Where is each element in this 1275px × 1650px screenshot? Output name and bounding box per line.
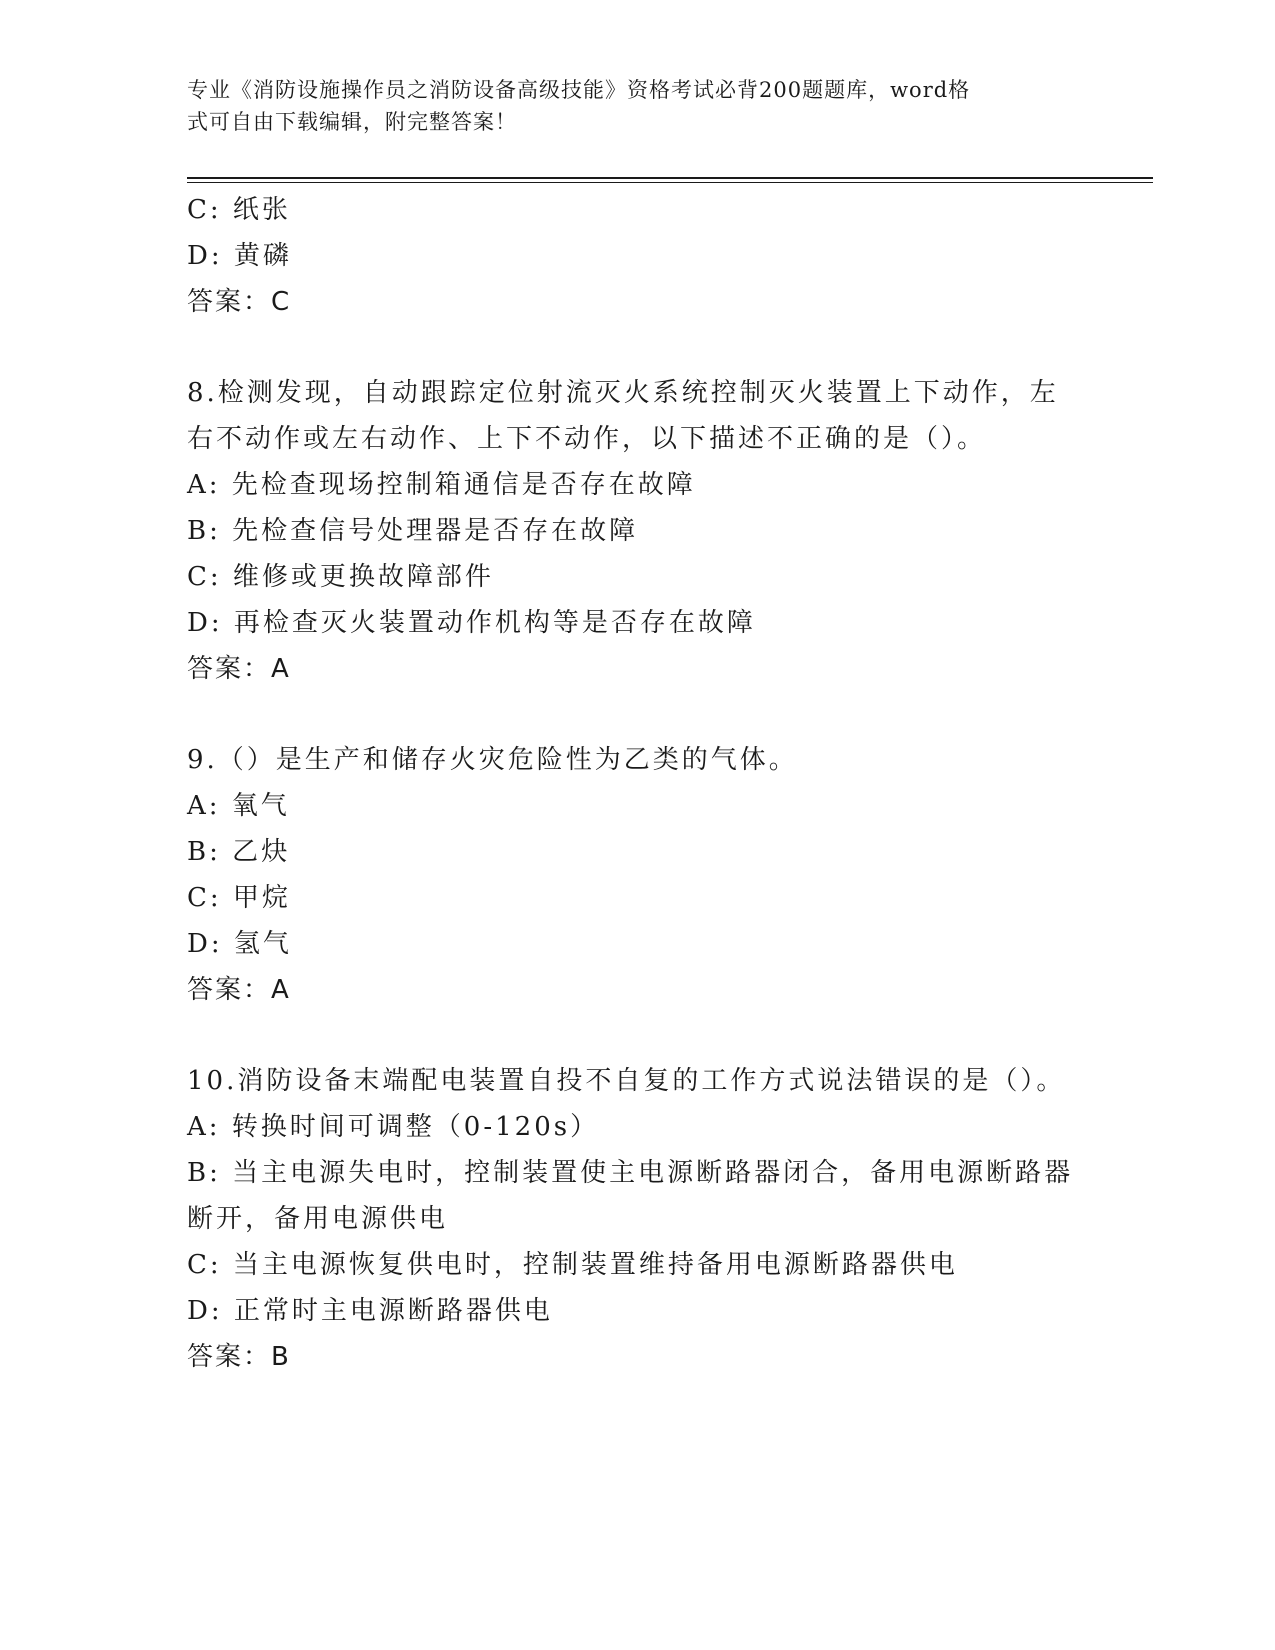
option-b: B: 乙炔	[187, 837, 291, 867]
answer-line: 答案：B	[187, 1342, 291, 1372]
option-c: C: 维修或更换故障部件	[187, 562, 494, 592]
header-rule-thick	[187, 177, 1153, 179]
document-body	[187, 187, 1087, 1380]
option-b: B: 先检查信号处理器是否存在故障	[187, 516, 639, 546]
answer-line: 答案：C	[187, 287, 292, 317]
spacer	[187, 325, 1087, 370]
question-block-10	[187, 1058, 1087, 1380]
spacer	[187, 1013, 1087, 1058]
option-c: C: 纸张	[187, 195, 291, 225]
option-a: A: 氧气	[187, 791, 290, 821]
option-c: C: 当主电源恢复供电时，控制装置维持备用电源断路器供电	[187, 1250, 958, 1280]
question-stem: 9.（）是生产和储存火灾危险性为乙类的气体。	[187, 745, 798, 775]
question-stem: 10.消防设备末端配电装置自投不自复的工作方式说法错误的是（）。	[187, 1066, 1066, 1096]
header-rule-thin	[187, 182, 1153, 183]
option-d: D: 正常时主电源断路器供电	[187, 1296, 553, 1326]
option-a: A: 先检查现场控制箱通信是否存在故障	[187, 470, 696, 500]
document-header	[187, 74, 1067, 138]
option-a: A: 转换时间可调整（0-120s）	[187, 1112, 600, 1142]
answer-line: 答案：A	[187, 975, 291, 1005]
question-block-9	[187, 737, 1087, 1013]
option-d: D: 再检查灭火装置动作机构等是否存在故障	[187, 608, 756, 638]
question-block-prev	[187, 187, 1087, 325]
question-block-8	[187, 370, 1087, 692]
header-line-2: 式可自由下载编辑，附完整答案！	[187, 110, 517, 134]
option-d: D: 黄磷	[187, 241, 292, 271]
option-b-line-1: B: 当主电源失电时，控制装置使主电源断路器闭合，备用电源断路器	[187, 1158, 1074, 1188]
answer-line: 答案：A	[187, 654, 291, 684]
option-b-line-2: 断开，备用电源供电	[187, 1204, 449, 1234]
option-d: D: 氢气	[187, 929, 292, 959]
option-c: C: 甲烷	[187, 883, 291, 913]
spacer	[187, 692, 1087, 737]
header-line-1: 专业《消防设施操作员之消防设备高级技能》资格考试必背200题题库，word格	[187, 78, 971, 102]
question-stem-line-1: 8.检测发现，自动跟踪定位射流灭火系统控制灭火装置上下动作，左	[187, 378, 1059, 408]
question-stem-line-2: 右不动作或左右动作、上下不动作，以下描述不正确的是（）。	[187, 424, 987, 454]
